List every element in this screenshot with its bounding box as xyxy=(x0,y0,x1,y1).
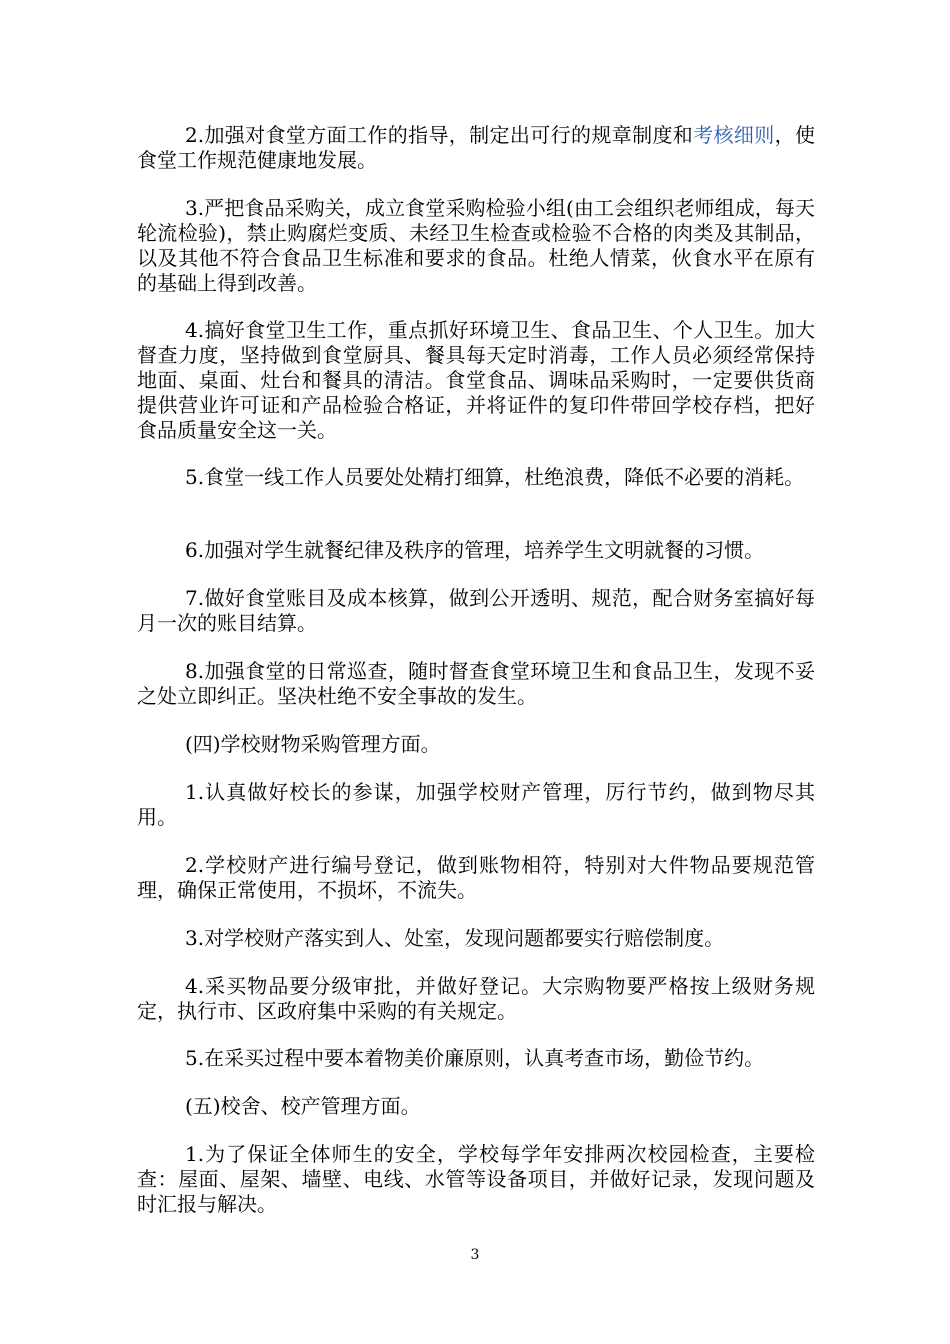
page-number: 3 xyxy=(470,1247,480,1263)
section-heading-property-procurement: (四)学校财物采购管理方面。 xyxy=(185,732,441,756)
paragraph-dining-discipline: 6.加强对学生就餐纪律及秩序的管理，培养学生文明就餐的习惯。 xyxy=(185,538,765,562)
section-heading-campus-property: (五)校舍、校产管理方面。 xyxy=(185,1094,421,1118)
paragraph-canteen-hygiene: 4.搞好食堂卫生工作，重点抓好环境卫生、食品卫生、个人卫生。加大督查力度，坚持做到食堂厨具、餐具每天定时消毒，工作人员必须经常保持地面、桌面、灶台和餐具的清洁。食堂食品、调味品采购时，一定要供货商提供营业许可证和产品检验合格证，并将证件的复印件带回学校存档，把好食品质量安全这一关。 xyxy=(137,318,815,442)
paragraph-canteen-guidance xyxy=(137,123,815,173)
paragraph-text: ，使食堂工作规范健康地发展。 xyxy=(137,123,816,172)
paragraph-daily-inspection: 8.加强食堂的日常巡查，随时督查食堂环境卫生和食品卫生，发现不妥之处立即纠正。坚决杜绝不安全事故的发生。 xyxy=(137,659,815,708)
paragraph-text: 2.加强对食堂方面工作的指导，制定出可行的规章制度和 xyxy=(185,123,694,147)
assessment-rules-link[interactable]: 考核细则 xyxy=(693,123,775,147)
paragraph-frugal-purchasing: 5.在采买过程中要本着物美价廉原则，认真考查市场，勤俭节约。 xyxy=(185,1046,765,1070)
paragraph-principal-advisor: 1.认真做好校长的参谋，加强学校财产管理，厉行节约，做到物尽其用。 xyxy=(137,780,815,829)
paragraph-food-procurement: 3.严把食品采购关，成立食堂采购检验小组(由工会组织老师组成，每天轮流检验)，禁止购腐烂变质、未经卫生检查或检验不合格的肉类及其制品，以及其他不符合食品卫生标准和要求的食品。杜绝人情菜，伙食水平在原有的基础上得到改善。 xyxy=(137,196,815,295)
paragraph-property-registration: 2.学校财产进行编号登记，做到账物相符，特别对大件物品要规范管理，确保正常使用，不损坏，不流失。 xyxy=(137,853,815,902)
paragraph-campus-safety-check: 1.为了保证全体师生的安全，学校每学年安排两次校园检查，主要检查：屋面、屋架、墙壁、电线、水管等设备项目，并做好记录，发现问题及时汇报与解决。 xyxy=(137,1142,815,1216)
paragraph-accounting: 7.做好食堂账目及成本核算，做到公开透明、规范，配合财务室搞好每月一次的账目结算。 xyxy=(137,586,815,635)
paragraph-purchase-approval: 4.采买物品要分级审批，并做好登记。大宗购物要严格按上级财务规定，执行市、区政府集中采购的有关规定。 xyxy=(137,974,815,1023)
paragraph-compensation: 3.对学校财产落实到人、处室，发现问题都要实行赔偿制度。 xyxy=(185,926,725,950)
paragraph-cost-saving: 5.食堂一线工作人员要处处精打细算，杜绝浪费，降低不必要的消耗。 xyxy=(185,465,805,489)
